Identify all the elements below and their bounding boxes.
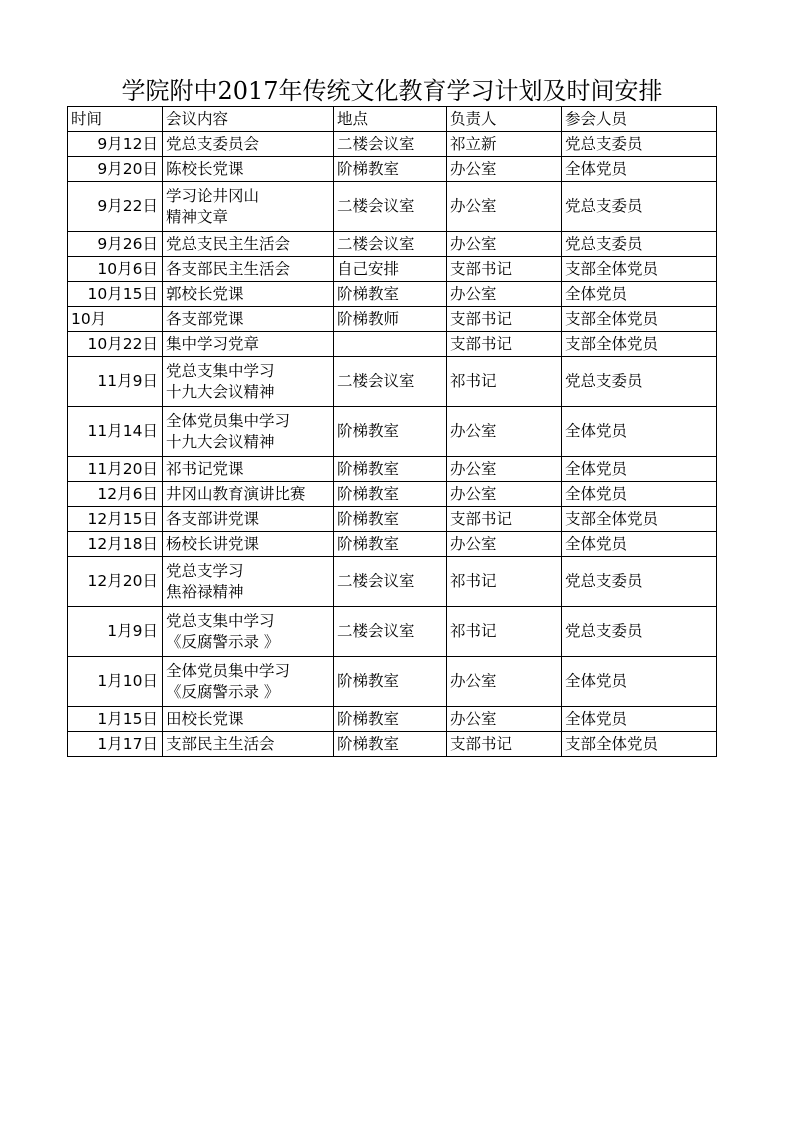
- cell-time: 11月9日: [68, 357, 163, 407]
- cell-content: [163, 132, 334, 157]
- cell-place: 二楼会议室: [334, 182, 447, 232]
- cell-content-line: 各支部讲党课: [166, 509, 260, 528]
- cell-content-line: 党总支集中学习: [166, 361, 275, 380]
- cell-place: 阶梯教室: [334, 457, 447, 482]
- cell-content-line: 十九大会议精神: [166, 382, 275, 401]
- cell-time: 12月15日: [68, 507, 163, 532]
- cell-place: 阶梯教室: [334, 657, 447, 707]
- cell-time: 9月22日: [68, 182, 163, 232]
- cell-leader: 支部书记: [447, 732, 562, 757]
- cell-content-line: 祁书记党课: [166, 459, 244, 478]
- cell-content-line: 党总支学习: [166, 561, 244, 580]
- cell-attendees: 全体党员: [562, 282, 717, 307]
- table-row: [68, 357, 717, 407]
- cell-attendees: 全体党员: [562, 482, 717, 507]
- cell-leader: 祁书记: [447, 607, 562, 657]
- cell-leader: 办公室: [447, 482, 562, 507]
- cell-time: 1月9日: [68, 607, 163, 657]
- cell-content-line: 田校长党课: [166, 709, 244, 728]
- cell-content-line: 陈校长党课: [166, 159, 244, 178]
- cell-content-line: 各支部党课: [166, 309, 244, 328]
- cell-attendees: 支部全体党员: [562, 257, 717, 282]
- cell-attendees: 支部全体党员: [562, 307, 717, 332]
- cell-place: 阶梯教室: [334, 282, 447, 307]
- cell-attendees: 党总支委员: [562, 557, 717, 607]
- page-title: 学院附中2017年传统文化教育学习计划及时间安排: [121, 77, 663, 105]
- cell-content-line: 党总支集中学习: [166, 611, 275, 630]
- cell-content: [163, 282, 334, 307]
- table-row: [68, 707, 717, 732]
- cell-content: [163, 532, 334, 557]
- cell-content: [163, 557, 334, 607]
- cell-time: 12月20日: [68, 557, 163, 607]
- cell-place: 阶梯教室: [334, 532, 447, 557]
- table-row: [68, 182, 717, 232]
- cell-attendees: 党总支委员: [562, 607, 717, 657]
- cell-place: 二楼会议室: [334, 357, 447, 407]
- cell-attendees: 全体党员: [562, 657, 717, 707]
- cell-attendees: 党总支委员: [562, 357, 717, 407]
- cell-leader: 祁书记: [447, 557, 562, 607]
- cell-place: 二楼会议室: [334, 232, 447, 257]
- cell-place: 二楼会议室: [334, 557, 447, 607]
- cell-content-line: 焦裕禄精神: [166, 582, 244, 601]
- table-row: [68, 657, 717, 707]
- cell-time: 10月: [68, 307, 163, 332]
- cell-attendees: 支部全体党员: [562, 507, 717, 532]
- cell-content-line: 井冈山教育演讲比赛: [166, 484, 306, 503]
- cell-time: 10月6日: [68, 257, 163, 282]
- table-row: [68, 307, 717, 332]
- cell-time: 1月10日: [68, 657, 163, 707]
- table-header-row: [68, 107, 717, 132]
- cell-attendees: 党总支委员: [562, 132, 717, 157]
- cell-time: 12月6日: [68, 482, 163, 507]
- table-row: [68, 557, 717, 607]
- cell-leader: 办公室: [447, 457, 562, 482]
- cell-place: 二楼会议室: [334, 132, 447, 157]
- cell-place: [334, 332, 447, 357]
- cell-content: [163, 232, 334, 257]
- cell-place: 二楼会议室: [334, 607, 447, 657]
- table-row: [68, 732, 717, 757]
- table-row: [68, 257, 717, 282]
- column-header-attendees: 参会人员: [562, 107, 717, 132]
- cell-content-line: 支部民主生活会: [166, 734, 275, 753]
- cell-time: 1月15日: [68, 707, 163, 732]
- cell-place: 自己安排: [334, 257, 447, 282]
- cell-content: [163, 507, 334, 532]
- cell-content: [163, 182, 334, 232]
- cell-content-line: 全体党员集中学习: [166, 411, 291, 430]
- cell-attendees: 全体党员: [562, 407, 717, 457]
- cell-leader: 支部书记: [447, 507, 562, 532]
- table-row: [68, 507, 717, 532]
- cell-content-line: 各支部民主生活会: [166, 259, 291, 278]
- cell-content: [163, 307, 334, 332]
- cell-leader: 办公室: [447, 407, 562, 457]
- column-header-content: 会议内容: [163, 107, 334, 132]
- cell-place: 阶梯教室: [334, 482, 447, 507]
- cell-time: 9月20日: [68, 157, 163, 182]
- cell-leader: 办公室: [447, 157, 562, 182]
- cell-leader: 祁书记: [447, 357, 562, 407]
- cell-content: [163, 457, 334, 482]
- cell-content-line: 《反腐警示录 》: [166, 632, 280, 651]
- cell-time: 10月15日: [68, 282, 163, 307]
- cell-leader: 办公室: [447, 657, 562, 707]
- table-row: [68, 532, 717, 557]
- cell-content-line: 集中学习党章: [166, 334, 260, 353]
- cell-place: 阶梯教室: [334, 157, 447, 182]
- cell-attendees: 党总支委员: [562, 232, 717, 257]
- table-row: [68, 482, 717, 507]
- cell-content-line: 学习论井冈山: [166, 186, 260, 205]
- cell-leader: 祁立新: [447, 132, 562, 157]
- table-row: [68, 332, 717, 357]
- cell-content: [163, 732, 334, 757]
- column-header-time: 时间: [68, 107, 163, 132]
- cell-content: [163, 357, 334, 407]
- cell-leader: 支部书记: [447, 307, 562, 332]
- cell-content: [163, 257, 334, 282]
- cell-leader: 办公室: [447, 282, 562, 307]
- cell-content: [163, 407, 334, 457]
- schedule-table: [67, 106, 717, 757]
- cell-leader: 办公室: [447, 532, 562, 557]
- column-header-leader: 负责人: [447, 107, 562, 132]
- table-row: [68, 157, 717, 182]
- table-row: [68, 457, 717, 482]
- cell-content-line: 郭校长党课: [166, 284, 244, 303]
- table-row: [68, 607, 717, 657]
- table-row: [68, 232, 717, 257]
- cell-leader: 办公室: [447, 707, 562, 732]
- cell-place: 阶梯教室: [334, 407, 447, 457]
- cell-content: [163, 332, 334, 357]
- cell-content: [163, 707, 334, 732]
- cell-attendees: 党总支委员: [562, 182, 717, 232]
- cell-time: 11月14日: [68, 407, 163, 457]
- cell-attendees: 全体党员: [562, 707, 717, 732]
- cell-attendees: 支部全体党员: [562, 732, 717, 757]
- cell-time: 11月20日: [68, 457, 163, 482]
- cell-attendees: 全体党员: [562, 532, 717, 557]
- cell-time: 9月12日: [68, 132, 163, 157]
- column-header-place: 地点: [334, 107, 447, 132]
- cell-place: 阶梯教室: [334, 507, 447, 532]
- cell-content-line: 十九大会议精神: [166, 432, 275, 451]
- cell-time: 10月22日: [68, 332, 163, 357]
- cell-leader: 办公室: [447, 232, 562, 257]
- cell-time: 12月18日: [68, 532, 163, 557]
- cell-leader: 办公室: [447, 182, 562, 232]
- cell-content: [163, 607, 334, 657]
- cell-attendees: 支部全体党员: [562, 332, 717, 357]
- cell-content-line: 精神文章: [166, 207, 229, 226]
- cell-place: 阶梯教室: [334, 732, 447, 757]
- table-row: [68, 282, 717, 307]
- cell-time: 1月17日: [68, 732, 163, 757]
- cell-content: [163, 657, 334, 707]
- cell-place: 阶梯教室: [334, 707, 447, 732]
- cell-time: 9月26日: [68, 232, 163, 257]
- table-row: [68, 132, 717, 157]
- cell-leader: 支部书记: [447, 257, 562, 282]
- cell-content: [163, 482, 334, 507]
- cell-content-line: 党总支委员会: [166, 134, 260, 153]
- cell-content-line: 《反腐警示录 》: [166, 682, 280, 701]
- cell-content: [163, 157, 334, 182]
- table-row: [68, 407, 717, 457]
- cell-content-line: 党总支民主生活会: [166, 234, 291, 253]
- cell-attendees: 全体党员: [562, 157, 717, 182]
- cell-content-line: 杨校长讲党课: [166, 534, 260, 553]
- cell-attendees: 全体党员: [562, 457, 717, 482]
- cell-leader: 支部书记: [447, 332, 562, 357]
- cell-content-line: 全体党员集中学习: [166, 661, 291, 680]
- cell-place: 阶梯教师: [334, 307, 447, 332]
